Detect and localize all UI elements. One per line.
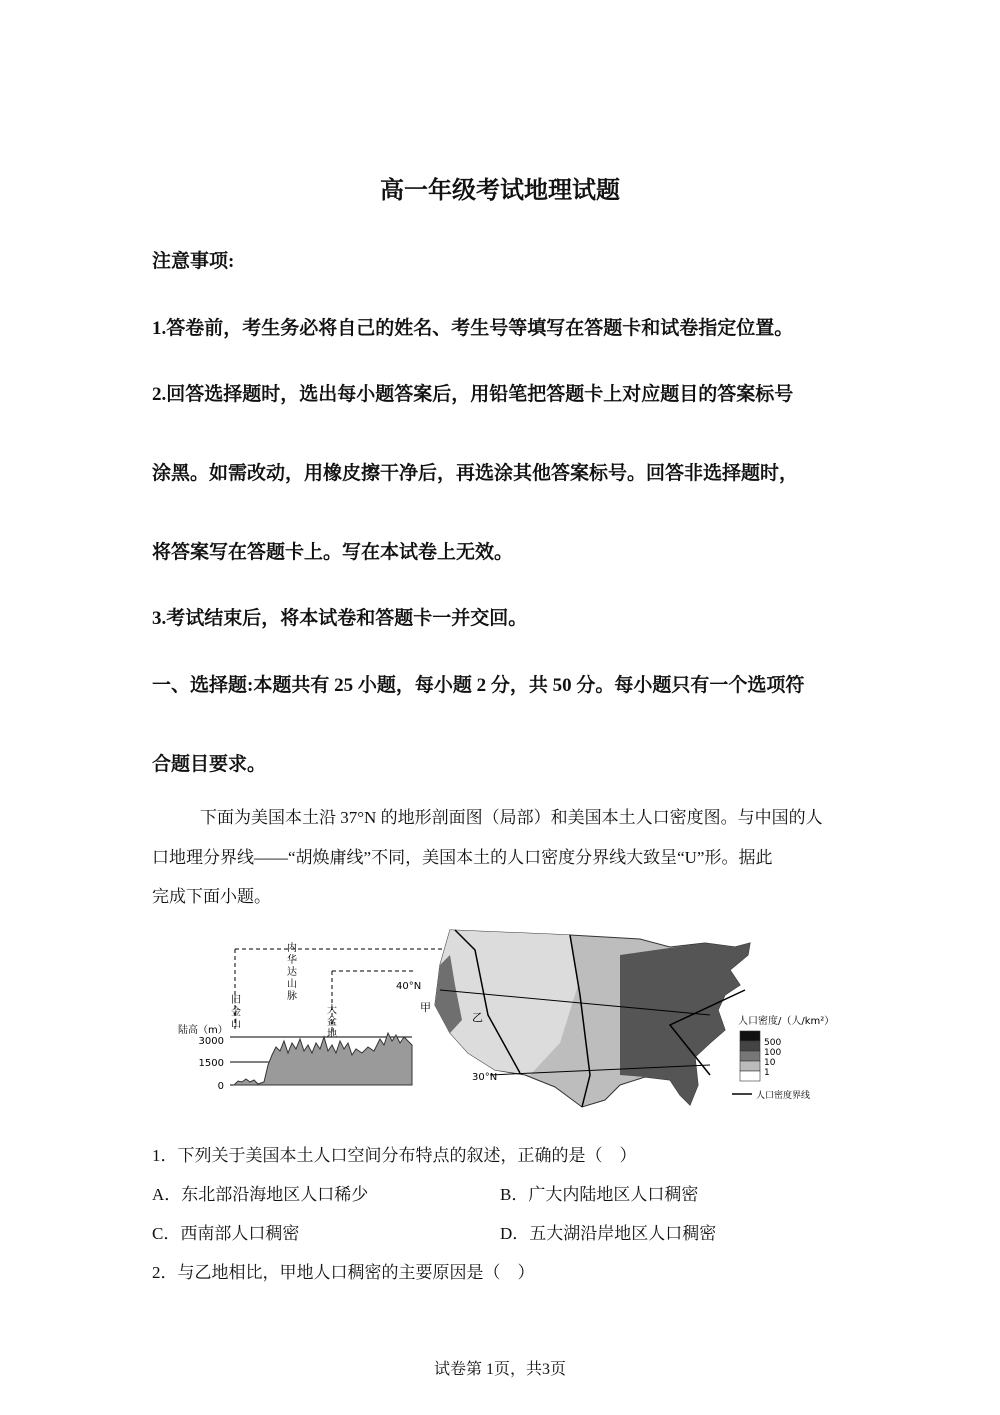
page-footer: 试卷第 1页，共3页 — [433, 1361, 566, 1378]
notice-item-2-cont: 涂黑。如需改动，用橡皮擦干净后，再选涂其他答案标号。回答非选择题时， — [152, 463, 799, 484]
question-1-option-a[interactable]: A．东北部沿海地区人口稀少 — [152, 1185, 369, 1204]
question-1-option-c[interactable]: C．西南部人口稠密 — [152, 1224, 300, 1243]
question-1-option-b[interactable]: B．广大内陆地区人口稠密 — [500, 1185, 699, 1204]
profile-tick-0: 0 — [217, 1081, 224, 1092]
legend-title: 人口密度/（人/km²） — [738, 1016, 835, 1027]
map-legend — [732, 1014, 834, 1101]
section-heading-cont: 合题目要求。 — [152, 754, 267, 775]
question-2-stem: 2．与乙地相比，甲地人口稠密的主要原因是（ ） — [152, 1263, 535, 1282]
legend-swatch-3 — [740, 1051, 760, 1061]
legend-swatch-4 — [740, 1061, 760, 1071]
passage-line-1: 下面为美国本土沿 37°N 的地形剖面图（局部）和美国本土人口密度图。与中国的人 — [200, 808, 823, 827]
profile-tick-3000: 3000 — [198, 1036, 224, 1047]
population-density-map — [396, 930, 750, 1107]
legend-swatch-5 — [740, 1071, 760, 1081]
profile-ylabel: 陆高（m） — [178, 1025, 228, 1036]
legend-value-500: 500 — [764, 1038, 782, 1048]
legend-boundary-label: 人口密度界线 — [756, 1091, 811, 1101]
label-san-francisco: 旧金山 — [231, 995, 241, 1030]
legend-value-100: 100 — [764, 1048, 782, 1058]
notice-item-3: 3.考试结束后，将本试卷和答题卡一并交回。 — [152, 608, 528, 629]
map-east — [620, 943, 750, 1105]
legend-value-10: 10 — [764, 1058, 776, 1068]
passage-line-3: 完成下面小题。 — [152, 887, 271, 906]
terrain-profile — [178, 941, 450, 1092]
section-heading: 一、选择题:本题共有 25 小题，每小题 2 分，共 50 分。每小题只有一个选项符 — [152, 675, 805, 696]
map-place-jia: 甲 — [420, 1001, 431, 1014]
notice-item-2-cont2: 将答案写在答题卡上。写在本试卷上无效。 — [152, 542, 514, 563]
legend-swatch-1 — [740, 1031, 760, 1041]
profile-terrain — [234, 1033, 412, 1085]
notice-heading: 注意事项: — [152, 251, 235, 272]
label-sierra-nevada: 内华达山脉 — [287, 943, 297, 1002]
legend-swatch-2 — [740, 1041, 760, 1051]
notice-item-1: 1.答卷前，考生务必将自己的姓名、考生号等填写在答题卡和试卷指定位置。 — [152, 318, 794, 339]
notice-item-2: 2.回答选择题时，选出每小题答案后，用铅笔把答题卡上对应题目的答案标号 — [152, 384, 794, 405]
legend-value-1: 1 — [764, 1068, 770, 1078]
question-1-stem: 1．下列关于美国本土人口空间分布特点的叙述，正确的是（ ） — [152, 1146, 637, 1165]
question-1-option-d[interactable]: D．五大湖沿岸地区人口稠密 — [500, 1224, 717, 1243]
map-lat-30-label: 30°N — [472, 1072, 498, 1083]
figure-profile-and-map — [150, 925, 850, 1115]
profile-tick-1500: 1500 — [198, 1058, 224, 1069]
label-great-basin: 大盆地 — [327, 1005, 337, 1040]
passage-line-2: 口地理分界线——“胡焕庸线”不同，美国本土的人口密度分界线大致呈“U”形。据此 — [152, 848, 773, 867]
map-lat-40-label: 40°N — [396, 981, 422, 992]
page-title: 高一年级考试地理试题 — [380, 178, 620, 204]
map-place-yi: 乙 — [472, 1011, 483, 1024]
